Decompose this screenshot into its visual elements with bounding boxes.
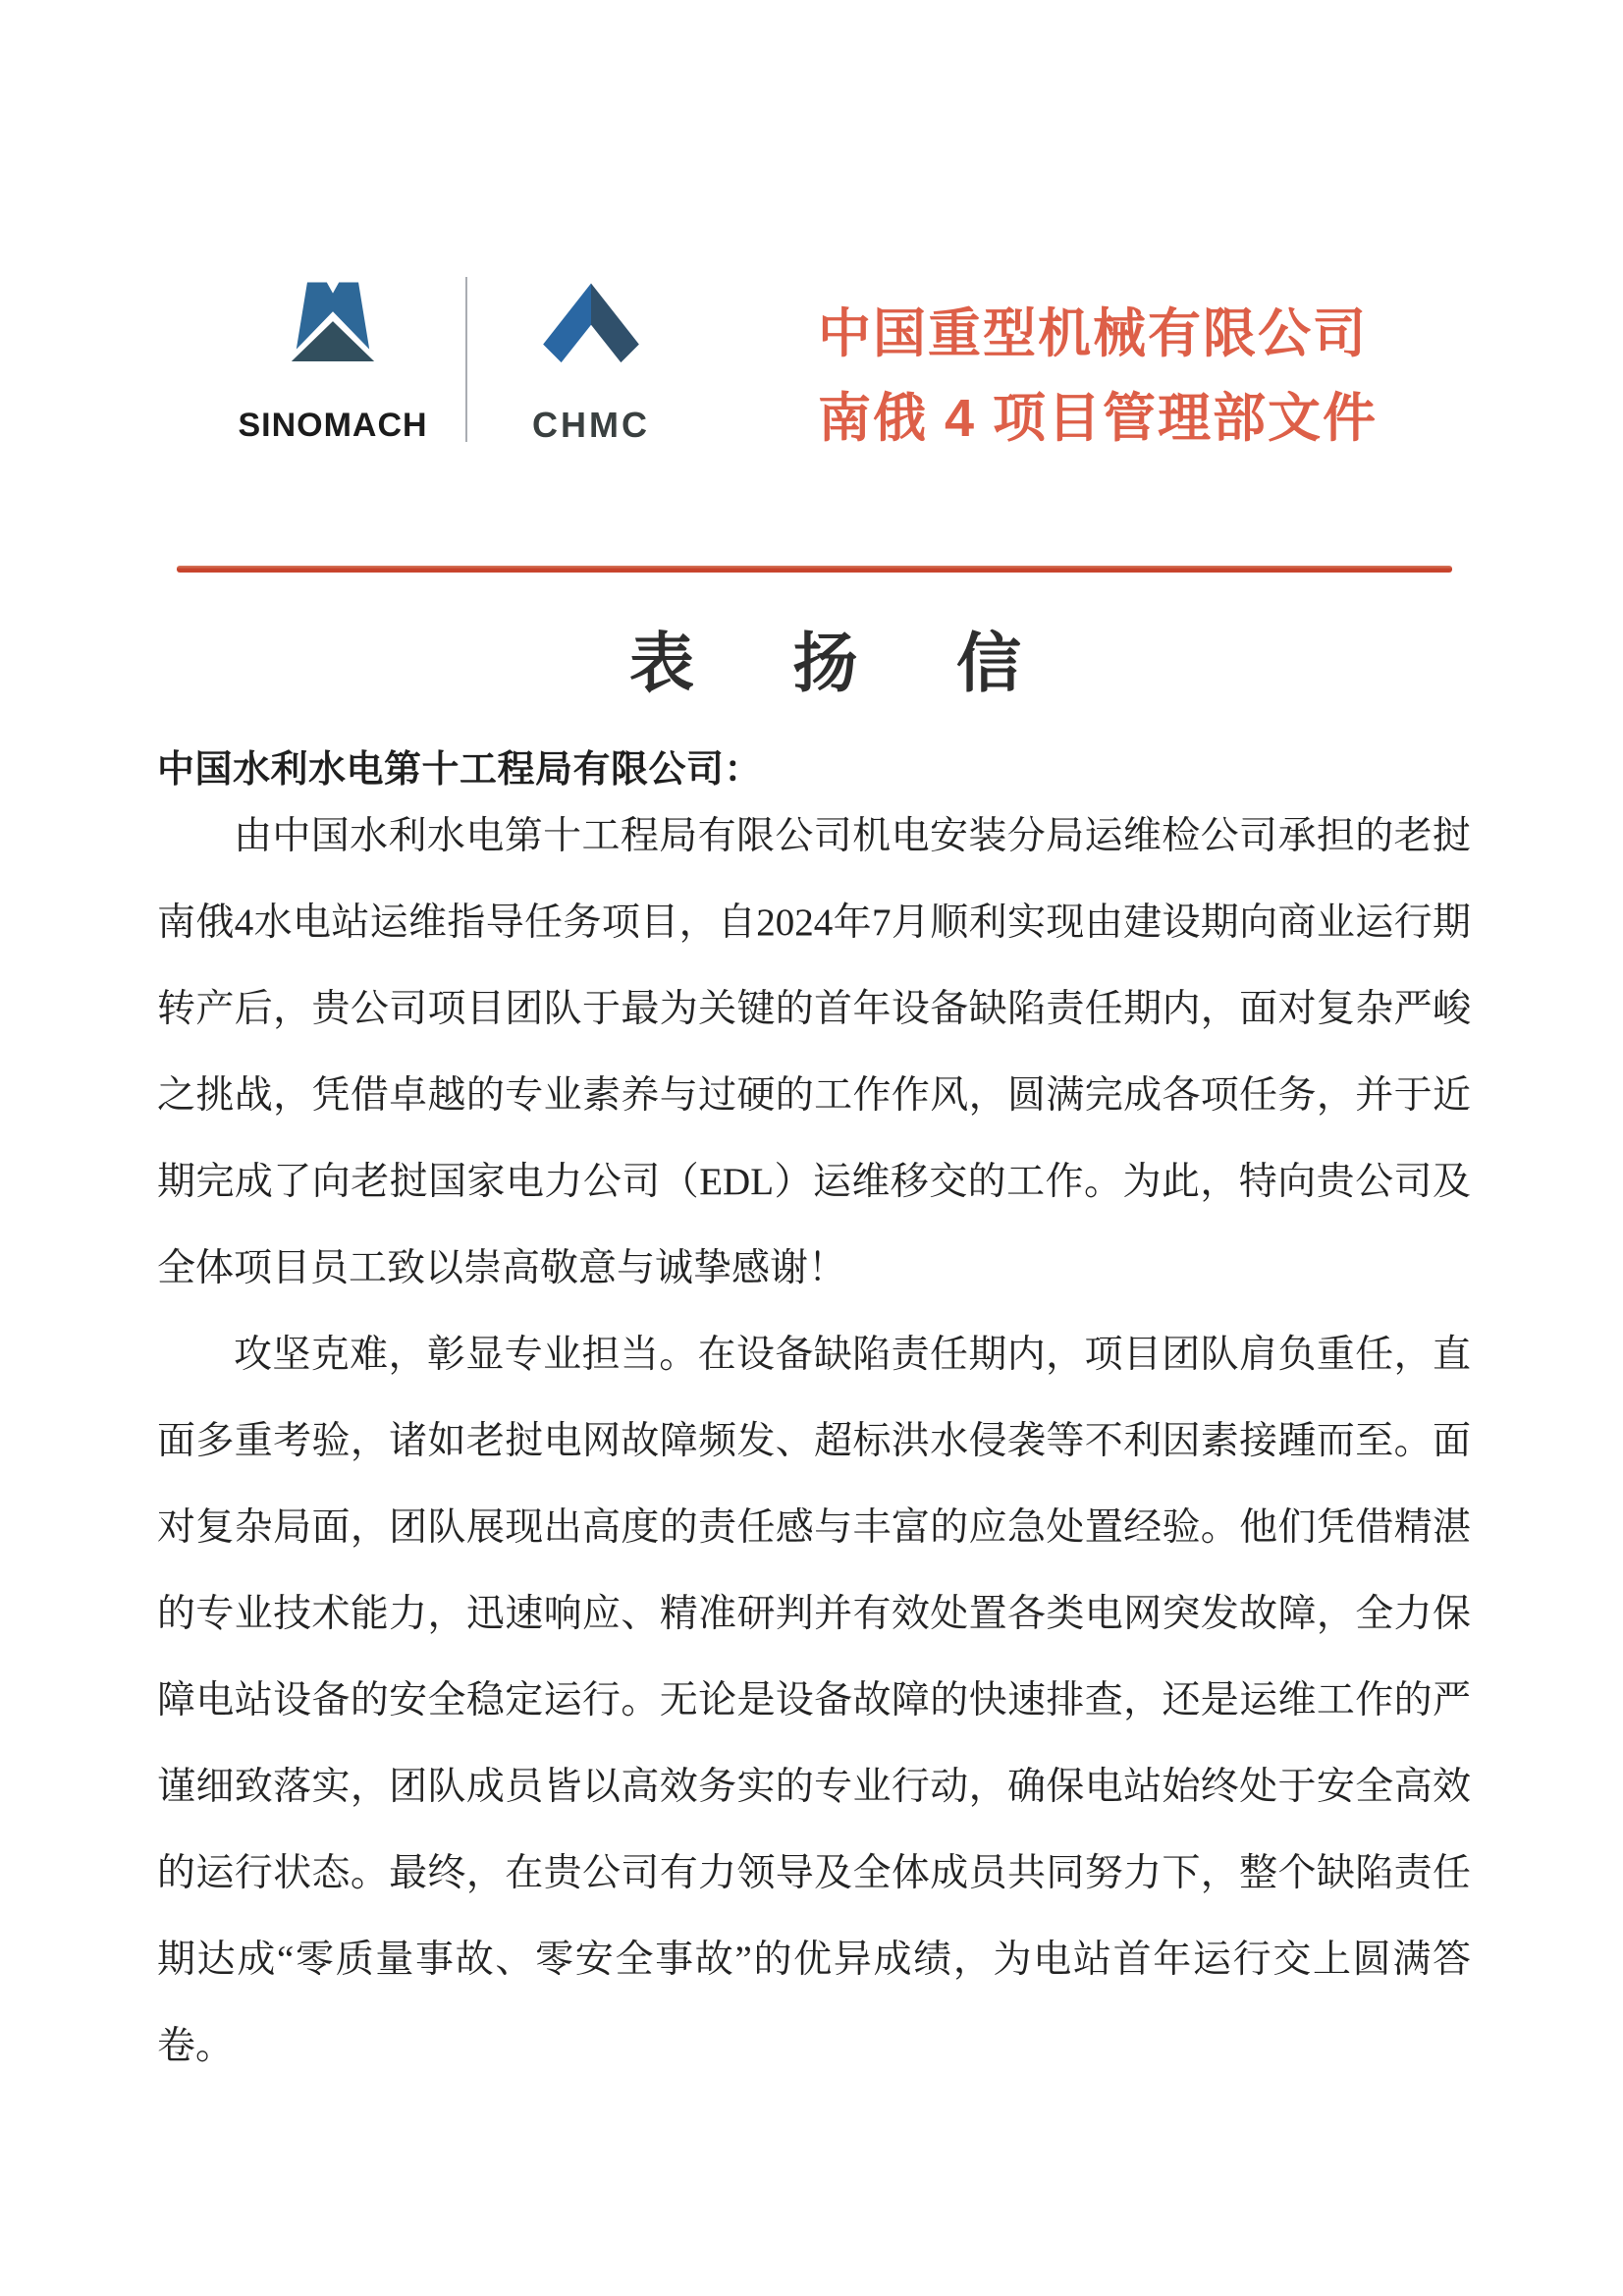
chmc-label: CHMC xyxy=(532,405,650,445)
sinomach-label: SINOMACH xyxy=(238,407,428,444)
sinomach-icon xyxy=(272,275,394,397)
chmc-logo xyxy=(509,275,674,446)
document-heading-line2: 南俄 4 项目管理部文件 xyxy=(818,389,1379,448)
horizontal-rule xyxy=(177,566,1452,573)
sinomach-logo xyxy=(238,275,428,445)
document-heading-line1: 中国重型机械有限公司 xyxy=(818,304,1368,363)
paragraph-1: 由中国水利水电第十工程局有限公司机电安装分局运维检公司承担的老挝南俄4水电站运维指导任务项目，自2024年7月顺利实现由建设期向商业运行期转产后，贵公司项目团队于最为关键的首年设备缺陷责任期内，面对复杂严峻之挑战，凭借卓越的专业素养与过硬的工作作风，圆满完成各项任务，并于近期完成了向老挝国家电力公司（EDL）运维移交的工作。为此，特向贵公司及全体项目员工致以崇高敬意与诚挚感谢！ xyxy=(157,815,1471,1289)
letter-title: 表 扬 信 xyxy=(629,629,1062,700)
logo-group xyxy=(238,275,674,446)
letter-body xyxy=(157,793,1471,2090)
chmc-icon xyxy=(516,273,666,403)
document-heading xyxy=(818,292,1378,461)
salutation: 中国水利水电第十工程局有限公司： xyxy=(157,749,763,791)
paragraph-2: 攻坚克难，彰显专业担当。在设备缺陷责任期内，项目团队肩负重任，直面多重考验，诸如老挝电网故障频发、超标洪水侵袭等不利因素接踵而至。面对复杂局面，团队展现出高度的责任感与丰富的应急处置经验。他们凭借精湛的专业技术能力，迅速响应、精准研判并有效处置各类电网突发故障，全力保障电站设备的安全稳定运行。无论是设备故障的快速排查，还是运维工作的严谨细致落实，团队成员皆以高效务实的专业行动，确保电站始终处于安全高效的运行状态。最终，在贵公司有力领导及全体成员共同努力下，整个缺陷责任期达成“零质量事故、零安全事故”的优异成绩，为电站首年运行交上圆满答卷。 xyxy=(157,1334,1471,2067)
logo-divider xyxy=(465,277,467,442)
